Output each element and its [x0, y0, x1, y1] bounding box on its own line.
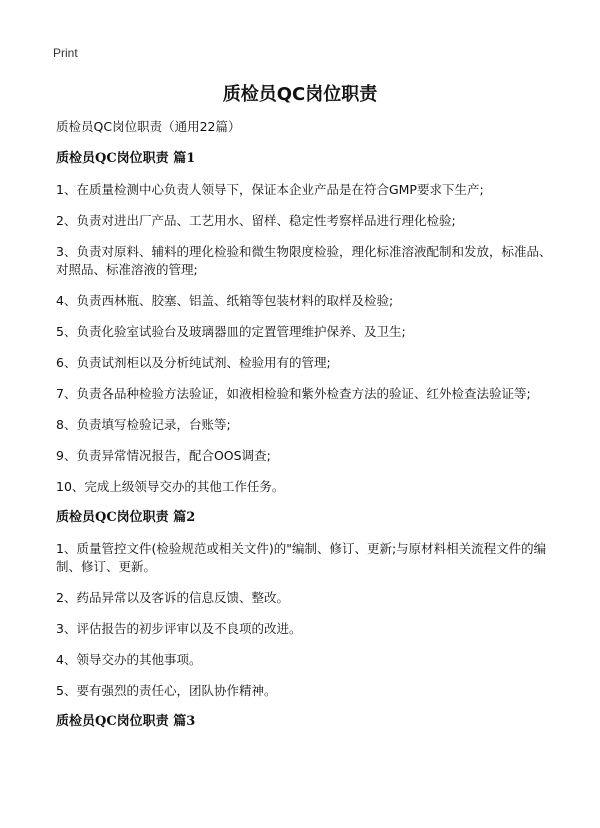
list-item: 1、质量管控文件(检验规范或相关文件)的"编制、修订、更新;与原材料相关流程文件的编制、修订、更新。 [56, 541, 547, 574]
document-subtitle: 质检员QC岗位职责（通用22篇） [56, 119, 241, 134]
list-item: 7、负责各品种检验方法验证，如液相检验和紫外检查方法的验证、红外检查法验证等; [56, 386, 531, 401]
list-item: 2、负责对进出厂产品、工艺用水、留样、稳定性考察样品进行理化检验; [56, 213, 456, 228]
list-item: 8、负责填写检验记录，台账等; [56, 417, 231, 432]
section-heading: 质检员QC岗位职责 篇1 [56, 151, 196, 166]
list-item: 3、评估报告的初步评审以及不良项的改进。 [56, 621, 302, 636]
section-2 [56, 509, 556, 700]
list-item: 6、负责试剂柜以及分析纯试剂、检验用有的管理; [56, 355, 331, 370]
section-3 [56, 713, 556, 731]
list-item: 5、负责化验室试验台及玻璃器皿的定置管理维护保养、及卫生; [56, 324, 406, 339]
section-1 [56, 150, 556, 496]
list-item: 2、药品异常以及客诉的信息反馈、整改。 [56, 590, 289, 605]
list-item: 3、负责对原料、辅料的理化检验和微生物限度检验，理化标准溶液配制和发放，标准品、对照品、标准溶液的管理; [56, 244, 552, 277]
document-body [56, 118, 556, 744]
list-item: 4、领导交办的其他事项。 [56, 652, 202, 667]
print-link[interactable]: Print [53, 46, 78, 60]
list-item: 4、负责西林瓶、胶塞、铝盖、纸箱等包装材料的取样及检验; [56, 293, 394, 308]
document-title: 质检员QC岗位职责 [222, 84, 378, 105]
list-item: 9、负责异常情况报告，配合OOS调查; [56, 448, 271, 463]
list-item: 1、在质量检测中心负责人领导下，保证本企业产品是在符合GMP要求下生产; [56, 182, 484, 197]
section-heading: 质检员QC岗位职责 篇3 [56, 714, 196, 729]
section-heading: 质检员QC岗位职责 篇2 [56, 510, 196, 525]
list-item: 10、完成上级领导交办的其他工作任务。 [56, 479, 285, 494]
list-item: 5、要有强烈的责任心，团队协作精神。 [56, 683, 277, 698]
